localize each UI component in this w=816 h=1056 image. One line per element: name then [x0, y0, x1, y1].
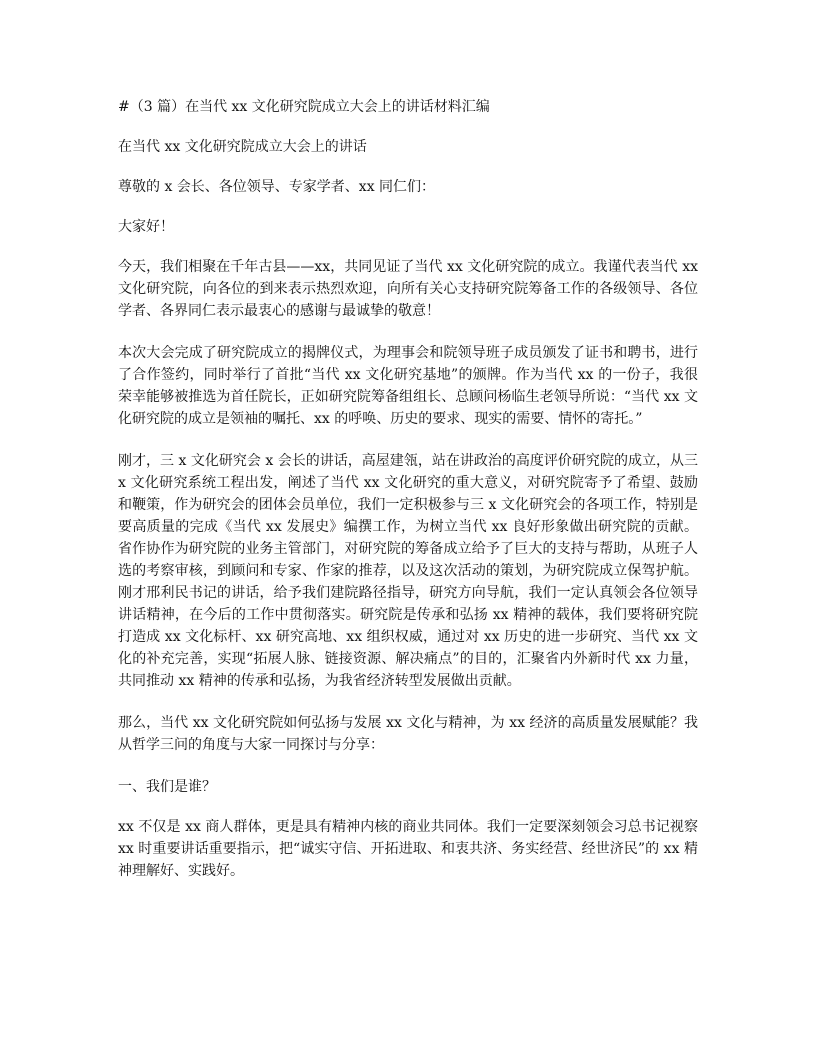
section-heading: 一、我们是谁？	[118, 779, 216, 795]
paragraph-ceremony: 本次大会完成了研究院成立的揭牌仪式，为理事会和院领导班子成员颁发了证书和聘书，进行了合作签约，同时举行了首批“当代 xx 文化研究基地”的颁牌。作为当代 xx 的一份子，我很荣幸能够被推选为首任院长，正如研究院筹备组组长、总顾问杨临生老领导所说：“当代 xx 文化研究院的成立是领袖的嘱托、xx 的呼唤、历史的要求、现实的需要、情怀的寄托。”	[118, 345, 698, 427]
paragraph-speeches: 刚才，三 x 文化研究会 x 会长的讲话，高屋建瓴，站在讲政治的高度评价研究院的成立，从三 x 文化研究系统工程出发，阐述了当代 xx 文化研究的重大意义，对研究院寄予了希望、鼓励和鞭策，作为研究会的团体会员单位，我们一定积极参与三 x 文化研究会的各项工作，特别是要高质量的完成《当代 xx 发展史》编撰工作，为树立当代 xx 良好形象做出研究院的贡献。省作协作为研究院的业务主管部门，对研究院的筹备成立给予了巨大的支持与帮助，从班子人选的考察审核，到顾问和专家、作家的推荐，以及这次活动的策划，为研究院成立保驾护航。刚才邢利民书记的讲话，给予我们建院路径指导，研究方向导航，我们一定认真领会各位领导讲话精神，在今后的工作中贯彻落实。研究院是传承和弘扬 xx 精神的载体，我们要将研究院打造成 xx 文化标杆、xx 研究高地、xx 组织权威，通过对 xx 历史的进一步研究、当代 xx 文化的补充完善，实现“拓展人脉、链接资源、解决痛点”的目的，汇聚省内外新时代 xx 力量，共同推动 xx 精神的传承和弘扬，为我省经济转型发展做出贡献。	[118, 453, 698, 689]
paragraph-section-one: xx 不仅是 xx 商人群体，更是具有精神内核的商业共同体。我们一定要深刻领会习总书记视察 xx 时重要讲话重要指示，把“诚实守信、开拓进取、和衷共济、务实经营、经世济民”的 xx 精神理解好、实践好。	[118, 819, 698, 879]
paragraph-opening: 今天，我们相聚在千年古县——xx，共同见证了当代 xx 文化研究院的成立。我谨代表当代 xx 文化研究院，向各位的到来表示热烈欢迎，向所有关心支持研究院筹备工作的各级领导、各位学者、各界同仁表示最衷心的感谢与最诚挚的敬意！	[118, 259, 698, 319]
greeting: 大家好！	[118, 219, 174, 235]
salutation: 尊敬的 x 会长、各位领导、专家学者、xx 同仁们：	[118, 179, 436, 195]
paragraph-question: 那么，当代 xx 文化研究院如何弘扬与发展 xx 文化与精神，为 xx 经济的高质量发展赋能？我从哲学三问的角度与大家一同探讨与分享：	[118, 715, 698, 753]
document-title: #（3 篇）在当代 xx 文化研究院成立大会上的讲话材料汇编	[118, 99, 490, 115]
document-body	[118, 96, 698, 902]
speech-title: 在当代 xx 文化研究院成立大会上的讲话	[118, 139, 367, 155]
